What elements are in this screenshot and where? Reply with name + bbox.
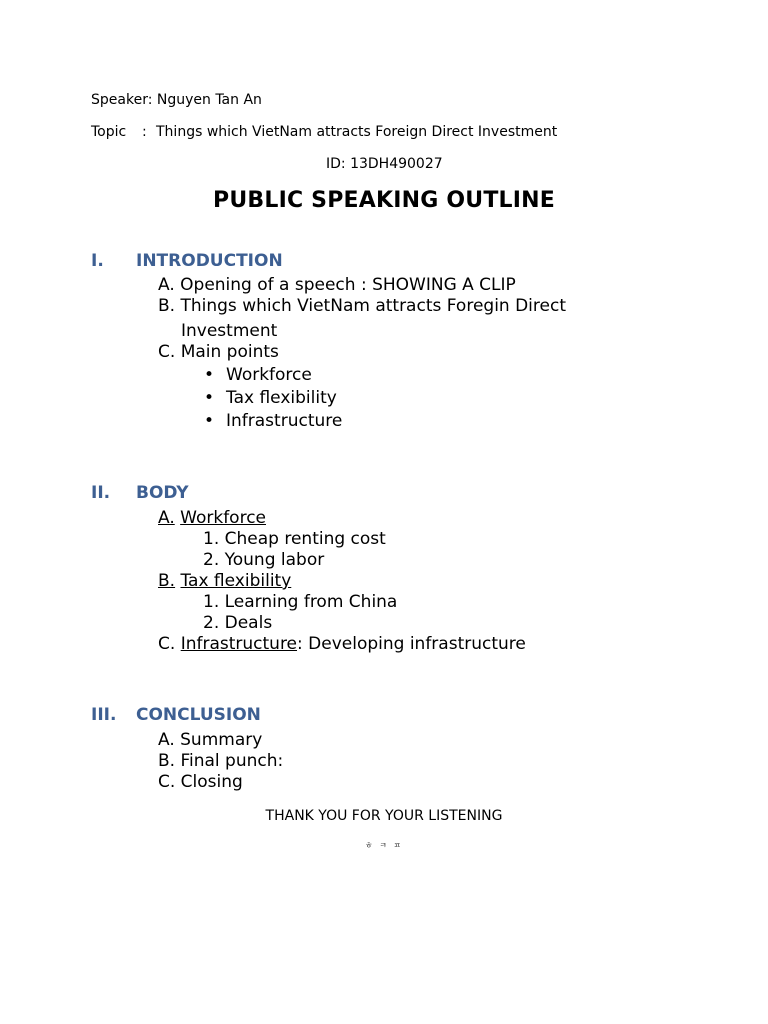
section-numeral-introduction: I. xyxy=(91,251,104,271)
section-heading-conclusion: CONCLUSION xyxy=(136,705,261,725)
bullet-marker: • xyxy=(204,365,215,385)
conclusion-item: A. Summary xyxy=(158,730,263,750)
section-heading-body: BODY xyxy=(136,483,189,503)
section-numeral-conclusion: III. xyxy=(91,705,117,725)
bullet-marker: • xyxy=(204,388,215,408)
conclusion-item: C. Closing xyxy=(158,772,243,792)
topic-separator: : xyxy=(142,124,147,140)
topic-label: Topic xyxy=(91,124,127,140)
intro-item-a-text: Opening of a speech : SHOWING A CLIP xyxy=(180,275,516,295)
body-item-a xyxy=(158,508,266,528)
intro-item-a-prefix: A. xyxy=(158,275,175,295)
bullet-item: Infrastructure xyxy=(226,411,343,431)
body-subitem: 1. Cheap renting cost xyxy=(203,529,386,549)
body-subitem: 2. Young labor xyxy=(203,550,325,570)
body-subitem: 1. Learning from China xyxy=(203,592,398,612)
section-numeral-body: II. xyxy=(91,483,111,503)
student-id: ID: 13DH490027 xyxy=(326,156,443,172)
body-item-c-prefix: C. xyxy=(158,634,176,654)
body-item-c-rest: : Developing infrastructure xyxy=(297,634,526,654)
topic-text: Things which VietNam attracts Foreign Direct Investment xyxy=(156,124,558,140)
intro-item-b-prefix: B. xyxy=(158,296,176,316)
bullet-item: Workforce xyxy=(226,365,312,385)
bullet-item: Tax flexibility xyxy=(226,388,337,408)
speaker-line: Speaker: Nguyen Tan An xyxy=(91,92,262,108)
page-title: PUBLIC SPEAKING OUTLINE xyxy=(213,188,555,213)
conclusion-item: B. Final punch: xyxy=(158,751,284,771)
section-heading-introduction: INTRODUCTION xyxy=(136,251,283,271)
intro-item-b-continued: Investment xyxy=(181,321,278,341)
body-item-c xyxy=(158,634,526,654)
body-item-b-prefix: B. xyxy=(158,571,176,591)
body-item-a-prefix: A. xyxy=(158,508,175,528)
body-item-c-title: Infrastructure xyxy=(180,634,298,654)
intro-item-c-prefix: C. xyxy=(158,342,176,362)
intro-item-c-text: Main points xyxy=(180,342,279,362)
intro-item-c xyxy=(158,342,279,362)
footer-mark: ㅎ ㅋ ㅍ xyxy=(364,841,404,850)
intro-item-b-text: Things which VietNam attracts Foregin Direct xyxy=(180,296,566,316)
body-item-a-title: Workforce xyxy=(180,508,266,528)
body-item-b xyxy=(158,571,291,591)
body-subitem: 2. Deals xyxy=(203,613,273,633)
bullet-marker: • xyxy=(204,411,215,431)
thank-you-line: THANK YOU FOR YOUR LISTENING xyxy=(265,808,503,824)
intro-item-a xyxy=(158,275,516,295)
body-item-b-title: Tax flexibility xyxy=(180,571,292,591)
intro-item-b xyxy=(158,296,566,316)
